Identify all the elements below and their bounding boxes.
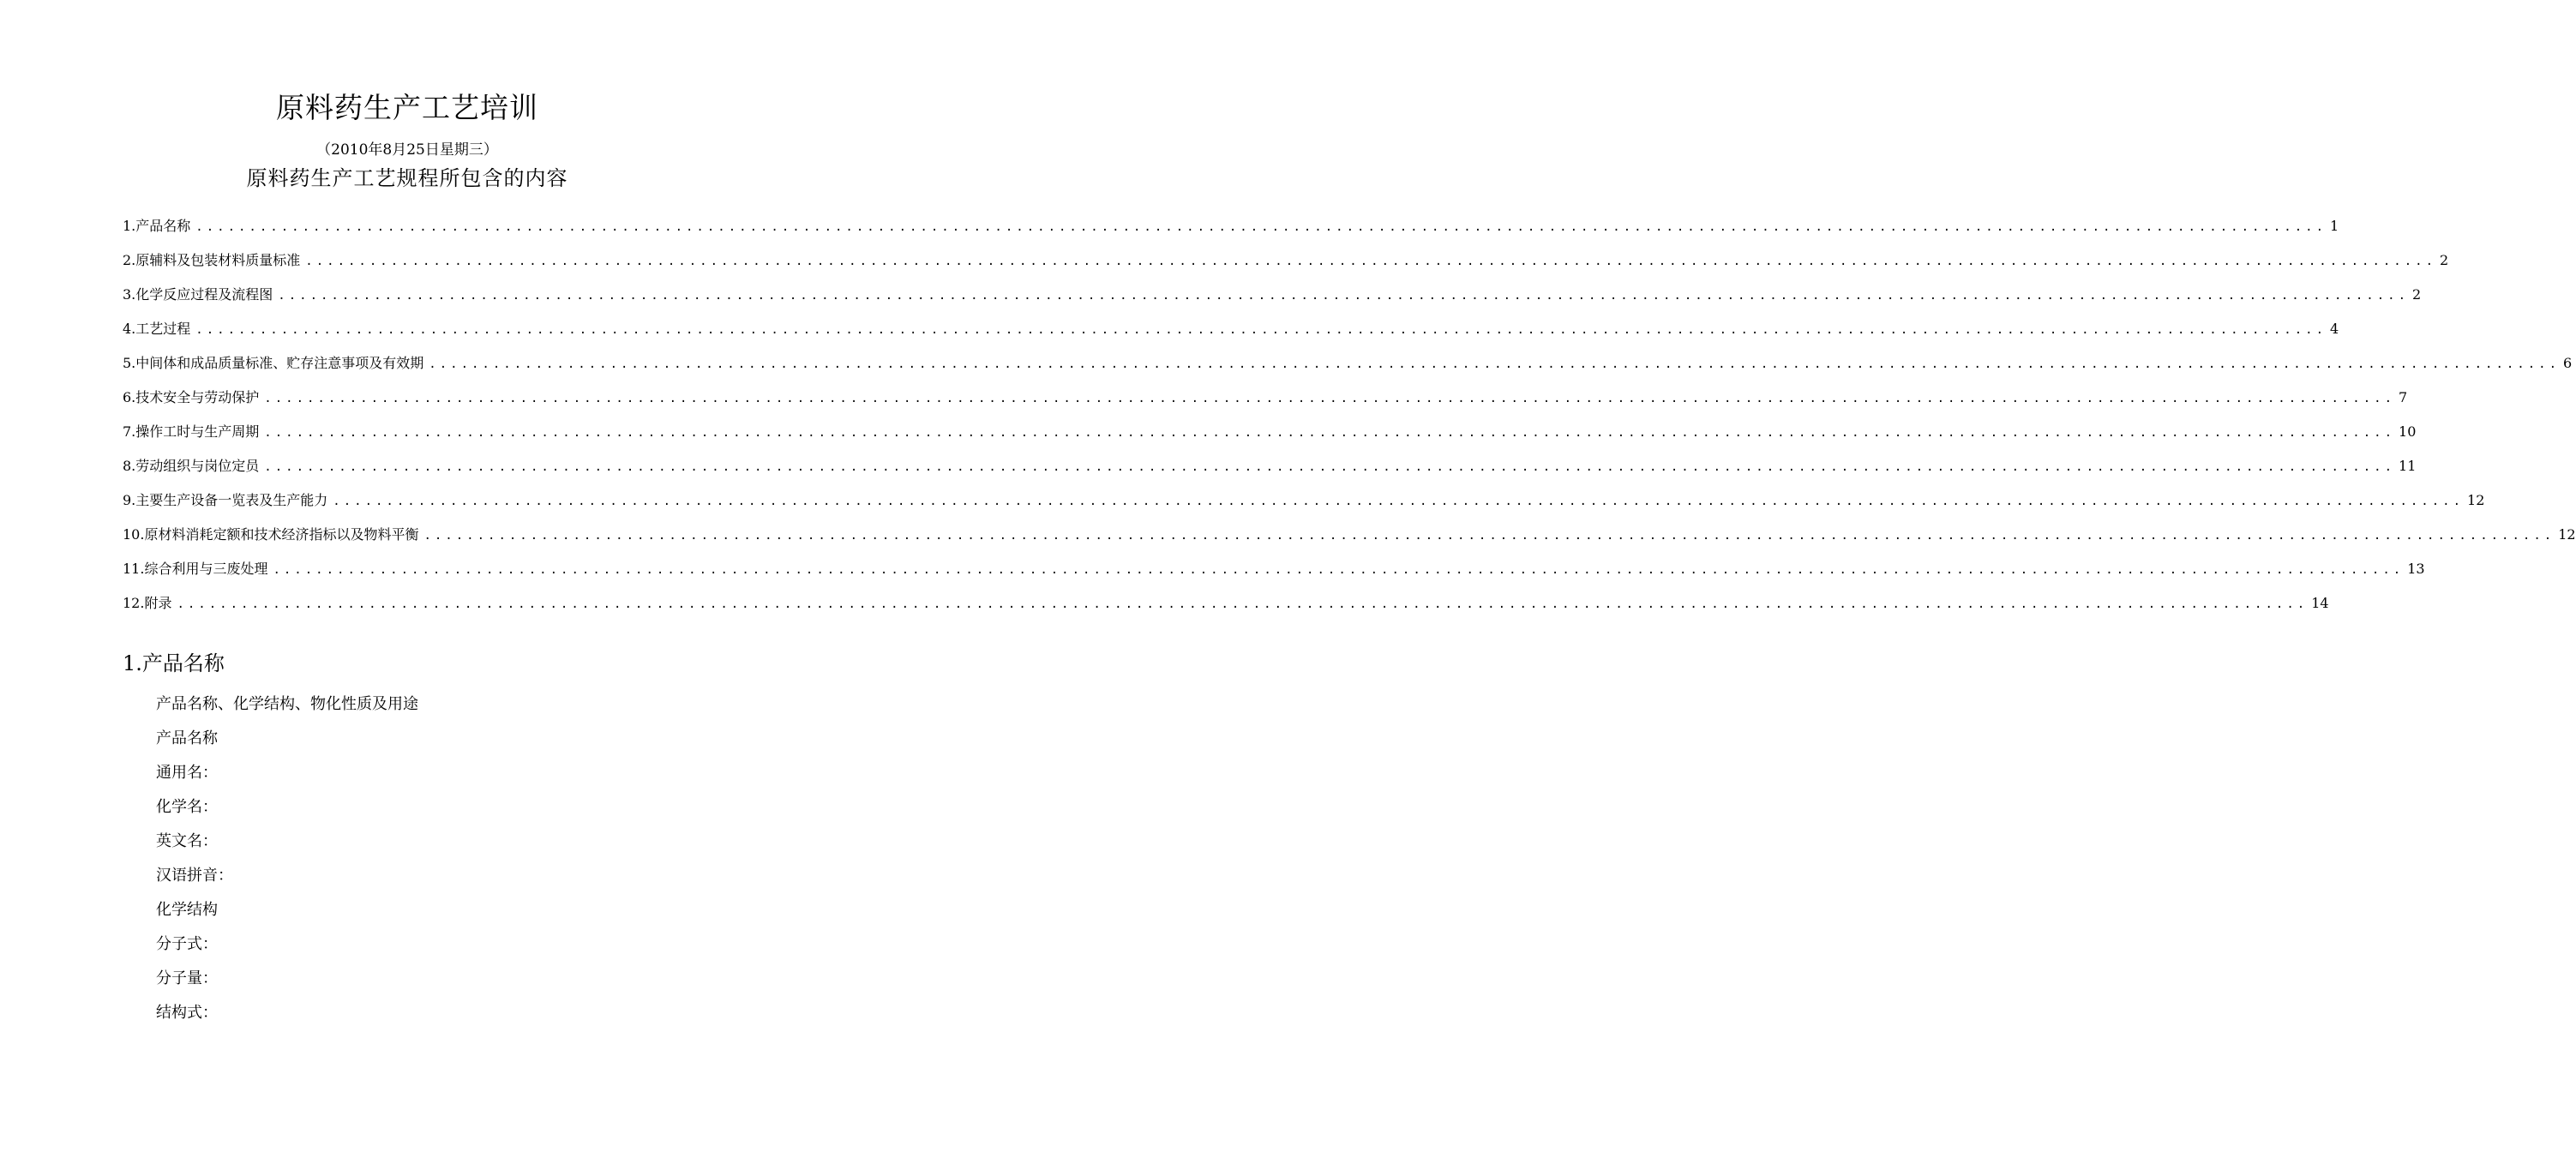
toc-entry-page: 1	[2330, 218, 2339, 234]
toc-entry	[123, 386, 2408, 420]
toc-entry-label: 5.中间体和成品质量标准、贮存注意事项及有效期	[123, 355, 424, 371]
toc-leader-dots: ........................................................................................................................................................................................................	[195, 323, 2327, 337]
toc-entry-page: 14	[2311, 595, 2329, 611]
toc-entry-page: 13	[2407, 561, 2425, 577]
product-info-line: 通用名：	[156, 764, 218, 782]
product-info-line: 产品名称、化学结构、物化性质及用途	[156, 695, 418, 713]
toc-entry	[123, 317, 2339, 351]
toc-entry	[123, 591, 2329, 626]
toc-entry-label: 7.操作工时与生产周期	[123, 423, 260, 440]
product-info-line: 分子量：	[156, 969, 218, 987]
toc-entry-page: 10	[2399, 423, 2417, 440]
toc-leader-dots: ........................................................................................................................................................................................................	[264, 460, 2396, 474]
toc-entry	[123, 283, 2422, 317]
document-date: （2010年8月25日星期三）	[316, 141, 498, 159]
toc-entry-label: 11.综合利用与三废处理	[123, 561, 268, 577]
product-info-line: 化学结构	[156, 901, 218, 919]
toc-entry-label: 2.原辅料及包装材料质量标准	[123, 252, 301, 268]
toc-entry	[123, 351, 2573, 386]
product-info-line: 结构式：	[156, 1004, 218, 1022]
document-title: 原料药生产工艺培训	[276, 91, 538, 124]
toc-leader-dots: ........................................................................................................................................................................................................	[278, 289, 2410, 303]
toc-entry	[123, 489, 2485, 523]
toc-entry	[123, 420, 2417, 454]
toc-entry-label: 12.附录	[123, 595, 172, 611]
toc-entry	[123, 454, 2417, 489]
toc-leader-dots: ........................................................................................................................................................................................................	[305, 255, 2437, 268]
toc-leader-dots: ........................................................................................................................................................................................................	[429, 357, 2561, 371]
section-heading: 1.产品名称	[123, 651, 225, 675]
toc-leader-dots: ........................................................................................................................................................................................................	[177, 597, 2309, 611]
toc-entry	[123, 523, 2576, 557]
product-info-line: 产品名称	[156, 729, 218, 747]
toc-entry-page: 7	[2399, 389, 2408, 405]
toc-entry-label: 8.劳动组织与岗位定员	[123, 458, 260, 474]
toc-entry-page: 4	[2330, 321, 2339, 337]
toc-entry-page: 2	[2440, 252, 2449, 268]
toc-entry-label: 9.主要生产设备一览表及生产能力	[123, 492, 328, 508]
document-subtitle: 原料药生产工艺规程所包含的内容	[246, 166, 568, 190]
toc-entry-page: 12	[2467, 492, 2485, 508]
toc-entry-page: 12	[2558, 526, 2576, 543]
toc-leader-dots: ........................................................................................................................................................................................................	[273, 563, 2405, 577]
toc-leader-dots: ........................................................................................................................................................................................................	[333, 495, 2465, 508]
product-info-line: 分子式：	[156, 935, 218, 953]
toc-leader-dots: ........................................................................................................................................................................................................	[264, 426, 2396, 440]
product-info-list	[156, 691, 418, 1034]
toc-leader-dots: ........................................................................................................................................................................................................	[264, 392, 2396, 405]
product-info-line: 英文名：	[156, 832, 218, 850]
product-info-line: 化学名：	[156, 798, 218, 816]
toc-entry-label: 6.技术安全与劳动保护	[123, 389, 260, 405]
toc-entry-label: 1.产品名称	[123, 218, 191, 234]
toc-entry-label: 3.化学反应过程及流程图	[123, 286, 273, 303]
product-info-line: 汉语拼音：	[156, 867, 233, 885]
toc-entry-page: 11	[2399, 458, 2417, 474]
table-of-contents	[123, 214, 2576, 626]
toc-entry	[123, 557, 2425, 591]
toc-leader-dots: ........................................................................................................................................................................................................	[195, 220, 2327, 234]
toc-entry-page: 6	[2563, 355, 2573, 371]
toc-entry-label: 10.原材料消耗定额和技术经济指标以及物料平衡	[123, 526, 419, 543]
toc-entry	[123, 249, 2449, 283]
toc-entry-page: 2	[2412, 286, 2422, 303]
toc-entry	[123, 214, 2339, 249]
toc-leader-dots: ........................................................................................................................................................................................................	[423, 529, 2555, 543]
toc-entry-label: 4.工艺过程	[123, 321, 191, 337]
